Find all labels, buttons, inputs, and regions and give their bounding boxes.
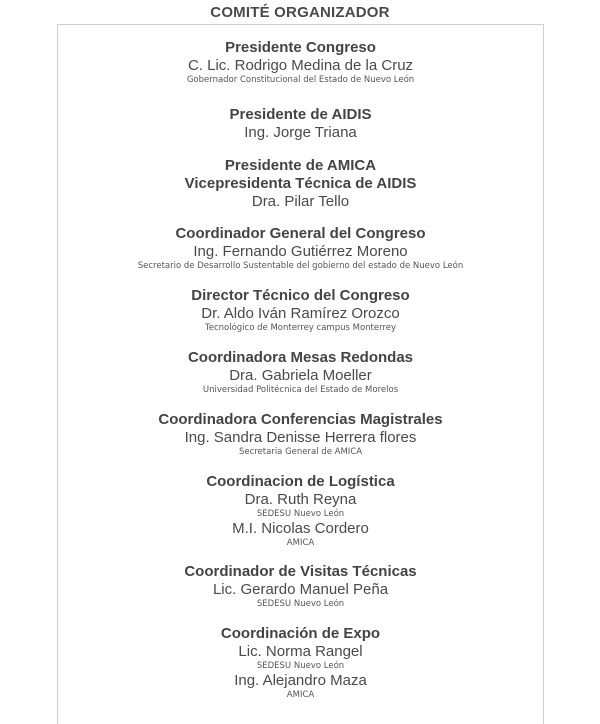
page-title: COMITÉ ORGANIZADOR	[210, 4, 390, 21]
person-name: Ing. Sandra Denisse Herrera flores	[184, 429, 417, 446]
committee-section-president-aidis	[58, 106, 543, 141]
person-name: Ing. Alejandro Maza	[234, 672, 367, 689]
committee-panel	[57, 24, 544, 724]
person-name: Dra. Ruth Reyna	[244, 491, 357, 508]
role-title: Coordinadora Mesas Redondas	[187, 349, 414, 366]
committee-section-president-amica	[58, 157, 543, 210]
committee-section-general-coordinator	[58, 225, 543, 272]
committee-section-round-tables	[58, 349, 543, 396]
role-title: Coordinadora Conferencias Magistrales	[158, 411, 443, 428]
person-name: C. Lic. Rodrigo Medina de la Cruz	[187, 57, 414, 74]
role-title: Presidente Congreso	[225, 39, 376, 56]
person-name: Lic. Gerardo Manuel Peña	[212, 581, 389, 598]
person-affiliation: Universidad Politécnica del Estado de Morelos	[202, 385, 399, 395]
person-name: Lic. Norma Rangel	[238, 643, 363, 660]
person-affiliation: SEDESU Nuevo León	[256, 599, 345, 609]
role-title: Director Técnico del Congreso	[191, 287, 410, 304]
role-title: Coordinacion de Logística	[206, 473, 395, 490]
role-title: Presidente de AIDIS	[229, 106, 372, 123]
person-affiliation: Tecnológico de Monterrey campus Monterrey	[204, 323, 397, 333]
person-affiliation: AMICA	[286, 538, 315, 548]
role-title: Coordinación de Expo	[220, 625, 381, 642]
person-name: Dra. Pilar Tello	[251, 193, 350, 210]
person-affiliation: Secretaria General de AMICA	[238, 447, 363, 457]
role-title: Coordinador General del Congreso	[175, 225, 426, 242]
person-name: Dra. Gabriela Moeller	[229, 367, 372, 384]
person-name: Ing. Fernando Gutiérrez Moreno	[193, 243, 408, 260]
committee-section-logistics	[58, 473, 543, 549]
committee-section-technical-director	[58, 287, 543, 334]
person-affiliation: SEDESU Nuevo León	[256, 509, 345, 519]
person-affiliation: SEDESU Nuevo León	[256, 661, 345, 671]
role-title: Presidente de AMICA	[224, 157, 377, 174]
person-affiliation: AMICA	[286, 690, 315, 700]
committee-section-keynotes	[58, 411, 543, 458]
committee-section-technical-visits	[58, 563, 543, 610]
person-name: M.I. Nicolas Cordero	[232, 520, 369, 537]
person-affiliation: Gobernador Constitucional del Estado de Nuevo León	[186, 75, 415, 85]
committee-section-expo	[58, 625, 543, 701]
role-title: Coordinador de Visitas Técnicas	[184, 563, 417, 580]
person-name: Ing. Jorge Triana	[244, 124, 357, 141]
person-affiliation: Secretario de Desarrollo Sustentable del gobierno del estado de Nuevo León	[137, 261, 464, 271]
person-name: Dr. Aldo Iván Ramírez Orozco	[201, 305, 400, 322]
role-title: Vicepresidenta Técnica de AIDIS	[184, 175, 417, 192]
committee-section-president-congress	[58, 39, 543, 86]
